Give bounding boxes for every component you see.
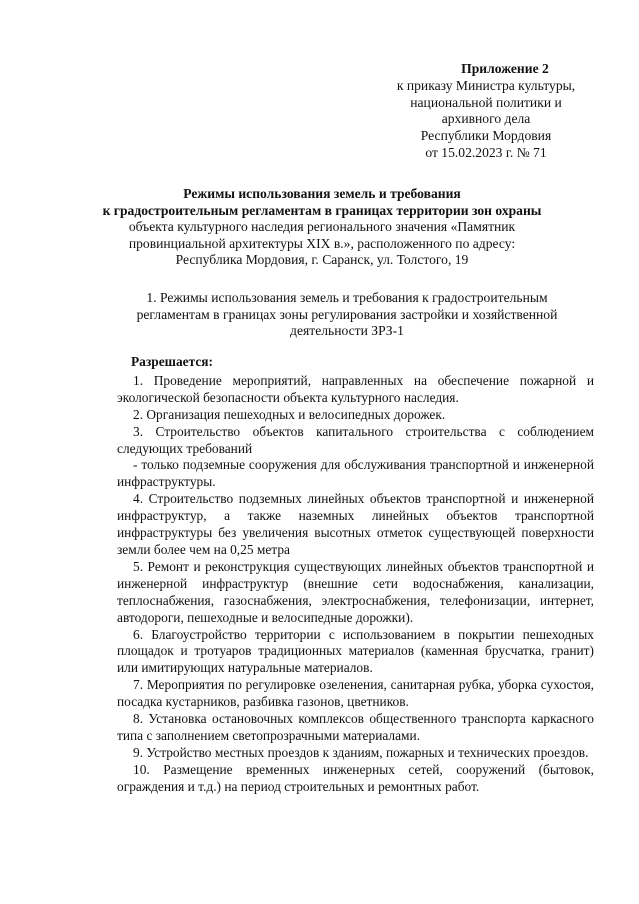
list-item: 9. Устройство местных проездов к зданиям, пожарных и технических проездов.: [133, 744, 589, 760]
annex-block: [381, 61, 591, 162]
title-line: Республика Мордовия, г. Саранск, ул. Толстого, 19: [175, 252, 469, 268]
list-item: 6. Благоустройство территории с использованием в покрытии пешеходных площадок и тротуаров традиционных материалов (каменная брусчатка, гранит) или имитирующих натуральные материалов.: [117, 626, 594, 676]
title-line: провинциальной архитектуры XIX в.», расположенного по адресу:: [128, 235, 516, 251]
annex-line: Республики Мордовия: [420, 128, 552, 144]
title-bold-line: к градостроительным регламентам в границах территории зон охраны: [102, 202, 542, 218]
list-item: 1. Проведение мероприятий, направленных на обеспечение пожарной и экологической безопасности объекта культурного наследия.: [117, 372, 594, 405]
title-line: объекта культурного наследия регионального значения «Памятник: [128, 219, 516, 235]
list-item: 8. Установка остановочных комплексов общественного транспорта каркасного типа с заполнением светопрозрачными материалами.: [117, 711, 594, 743]
annex-line: национальной политики и: [410, 94, 562, 110]
annex-line: от 15.02.2023 г. № 71: [425, 144, 547, 160]
list-item: 4. Строительство подземных линейных объектов транспортной и инженерной инфраструктур, а также наземных линейных объектов транспортной инфраструктуры без увеличения высотных отметок существующей поверхности земли более чем на 0,25 метра: [117, 491, 594, 557]
list-item: 10. Размещение временных инженерных сетей, сооружений (бытовок, ограждения и т.д.) на период строительных и ремонтных работ.: [117, 761, 594, 794]
annex-line: архивного дела: [441, 111, 531, 127]
title-bold-line: Режимы использования земель и требования: [183, 186, 461, 201]
annex-line: к приказу Министра культуры,: [396, 77, 576, 93]
list-item: 3. Строительство объектов капитального строительства с соблюдением следующих требований: [117, 423, 594, 456]
list-item: 2. Организация пешеходных и велосипедных дорожек.: [133, 406, 446, 422]
section-heading: 1. Режимы использования земель и требования к градостроительным регламентам в границах зоны регулирования застройки и хозяйственной деятельности ЗРЗ-1: [136, 290, 558, 339]
allowed-label: Разрешается:: [131, 354, 213, 369]
document-body: [117, 354, 594, 796]
document-title: [80, 186, 564, 269]
list-item: 5. Ремонт и реконструкция существующих линейных объектов транспортной и инженерной инфраструктур (внешние сети водоснабжения, канализации, теплоснабжения, газоснабжения, электроснабжения, телефонизации, интернет, автодороги, пешеходные и велосипедные дорожки).: [117, 558, 594, 625]
annex-number: Приложение 2: [461, 61, 549, 76]
list-item: - только подземные сооружения для обслуживания транспортной и инженерной инфраструктуры.: [117, 457, 594, 490]
list-item: 7. Мероприятия по регулировке озеленения, санитарная рубка, уборка сухостоя, посадка кустарников, разбивка газонов, цветников.: [117, 677, 594, 710]
